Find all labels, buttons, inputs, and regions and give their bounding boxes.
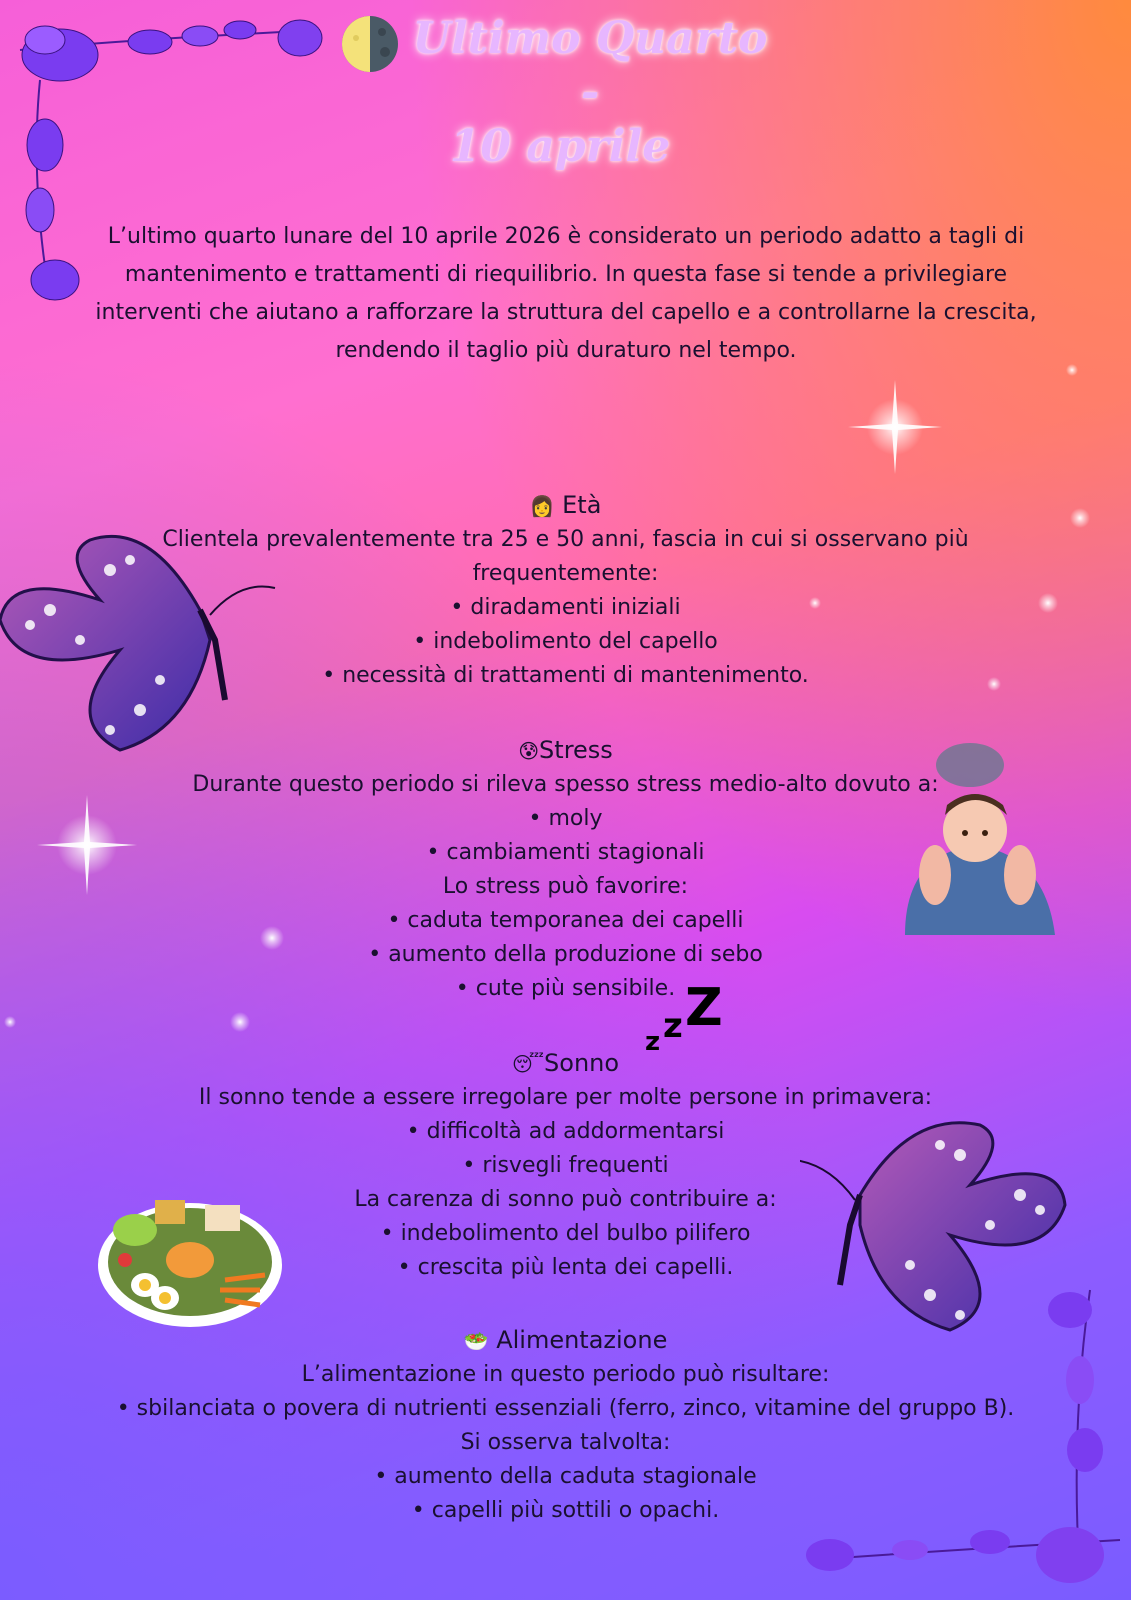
anxious-face-icon: 😰: [518, 739, 540, 763]
section-line: Durante questo periodo si rileva spesso stress medio-alto dovuto a:: [192, 772, 939, 797]
section-title-text: Sonno: [544, 1049, 620, 1077]
section-line: frequentemente:: [472, 561, 659, 586]
section-line: Lo stress può favorire:: [442, 874, 689, 899]
section-line: • difficoltà ad addormentarsi: [406, 1119, 725, 1144]
section-line: Si osserva talvolta:: [460, 1430, 671, 1455]
sparkle-icon: [230, 1012, 250, 1032]
section-line: • indebolimento del bulbo pilifero: [380, 1221, 751, 1246]
sparkle-icon: [1070, 508, 1090, 528]
section-line: La carenza di sonno può contribuire a:: [354, 1187, 777, 1212]
sparkle-icon: [4, 1016, 16, 1028]
section-line: • aumento della caduta stagionale: [374, 1464, 757, 1489]
svg-text:z: z: [645, 1027, 661, 1055]
section-line: • risvegli frequenti: [462, 1153, 669, 1178]
section-title-text: Età: [562, 491, 602, 519]
section-line: • caduta temporanea dei capelli: [387, 908, 744, 933]
section-title: [60, 733, 1071, 768]
section-title-text: Alimentazione: [496, 1326, 668, 1354]
sleeping-face-icon: 😴: [511, 1052, 545, 1076]
section-stress: [60, 733, 1071, 1006]
section-line: • moly: [528, 806, 603, 831]
section-title: [60, 488, 1071, 523]
sparkle-icon: [1066, 364, 1078, 376]
page-title: [340, 12, 780, 174]
section-line: L’alimentazione in questo periodo può risultare:: [301, 1362, 830, 1387]
section-line: • indebolimento del capello: [413, 629, 718, 654]
section-title: [60, 1046, 1071, 1081]
section-line: • sbilanciata o povera di nutrienti essenziali (ferro, zinco, vitamine del gruppo B).: [116, 1396, 1015, 1421]
section-sonno: [60, 1046, 1071, 1285]
section-line: • necessità di trattamenti di mantenimento.: [322, 663, 809, 688]
section-line: Il sonno tende a essere irregolare per molte persone in primavera:: [198, 1085, 933, 1110]
section-eta: [60, 488, 1071, 693]
section-alimentazione: [60, 1323, 1071, 1528]
sparkle-icon: [848, 380, 942, 474]
section-line: • capelli più sottili o opachi.: [411, 1498, 720, 1523]
section-title: [60, 1323, 1071, 1358]
section-line: • diradamenti iniziali: [450, 595, 681, 620]
salad-emoji-icon: 🥗: [463, 1329, 489, 1353]
section-title-text: Stress: [539, 736, 613, 764]
intro-paragraph: L’ultimo quarto lunare del 10 aprile 2026 è considerato un periodo adatto a tagli di mantenimento e trattamenti di riequilibrio. In questa fase si tende a privilegiare interventi che aiutano a rafforzare la struttura del capello e a controllarne la crescita, rendendo il taglio più duraturo nel tempo.: [95, 224, 1037, 363]
section-line: • cute più sensibile.: [455, 976, 676, 1001]
title-block: [340, 12, 780, 174]
section-line: • aumento della produzione di sebo: [368, 942, 763, 967]
section-line: • crescita più lenta dei capelli.: [397, 1255, 734, 1280]
svg-text:z: z: [663, 1006, 683, 1046]
title-line-1: Ultimo Quarto -: [412, 13, 768, 118]
svg-text:Z: Z: [685, 978, 723, 1038]
section-line: Clientela prevalentemente tra 25 e 50 anni, fascia in cui si osservano più: [162, 527, 969, 552]
title-line-2: 10 aprile: [449, 121, 671, 172]
section-line: • cambiamenti stagionali: [426, 840, 705, 865]
woman-emoji-icon: 👩: [529, 494, 555, 518]
